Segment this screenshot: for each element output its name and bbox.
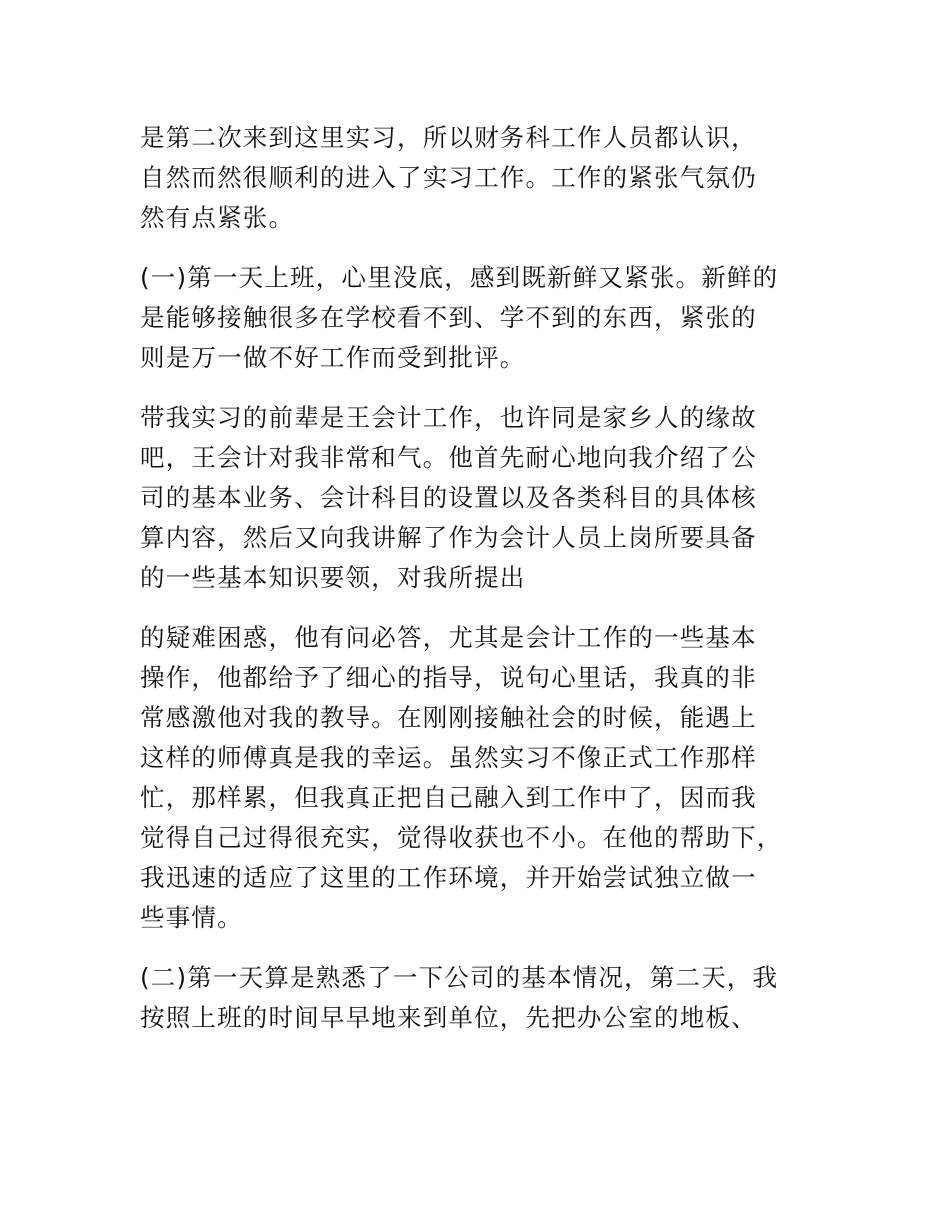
text-line: (二)第一天算是熟悉了一下公司的基本情况，第二天，我 [140,963,779,992]
paragraph-2 [140,258,820,378]
text-line: 常感激他对我的教导。在刚刚接触社会的时候，能遇上 [140,703,757,732]
text-line: 些事情。 [140,903,243,932]
text-line: 吧，王会计对我非常和气。他首先耐心地向我介绍了公 [140,443,757,472]
text-line: 是第二次来到这里实习，所以财务科工作人员都认识， [140,123,757,152]
text-line: 的一些基本知识要领，对我所提出 [140,563,526,592]
text-line: 则是万一做不好工作而受到批评。 [140,343,526,372]
text-line: 是能够接触很多在学校看不到、学不到的东西，紧张的 [140,303,757,332]
text-line: 觉得自己过得很充实，觉得收获也不小。在他的帮助下， [140,823,783,852]
paragraph-1 [140,118,820,238]
text-line: 忙，那样累，但我真正把自己融入到工作中了，因而我 [140,783,757,812]
text-line: (一)第一天上班，心里没底，感到既新鲜又紧张。新鲜的 [140,263,779,292]
text-line: 操作，他都给予了细心的指导，说句心里话，我真的非 [140,663,757,692]
text-line: 然有点紧张。 [140,203,295,232]
text-line: 自然而然很顺利的进入了实习工作。工作的紧张气氛仍 [140,163,757,192]
document-body [140,118,820,1058]
paragraph-4 [140,618,820,938]
text-line: 算内容，然后又向我讲解了作为会计人员上岗所要具备 [140,523,757,552]
text-line: 的疑难困惑，他有问必答，尤其是会计工作的一些基本 [140,623,757,652]
paragraph-3 [140,398,820,598]
text-line: 我迅速的适应了这里的工作环境，并开始尝试独立做一 [140,863,757,892]
text-line: 这样的师傅真是我的幸运。虽然实习不像正式工作那样 [140,743,757,772]
paragraph-5 [140,958,820,1038]
text-line: 司的基本业务、会计科目的设置以及各类科目的具体核 [140,483,757,512]
text-line: 带我实习的前辈是王会计工作，也许同是家乡人的缘故 [140,403,757,432]
text-line: 按照上班的时间早早地来到单位，先把办公室的地板、 [140,1003,757,1032]
